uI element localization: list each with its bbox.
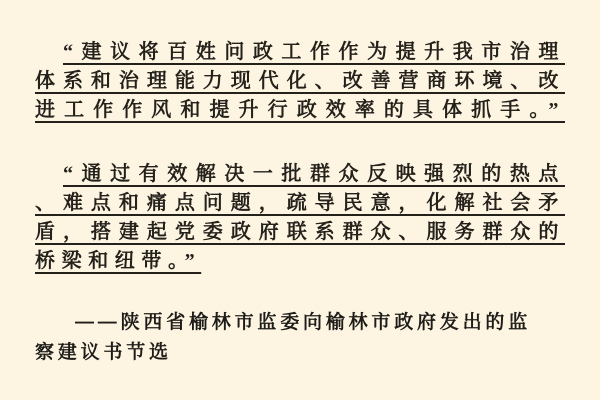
quote-line [35,38,565,67]
quote-line-text: “通过有效解决一批群众反映强烈的热点 [63,163,565,185]
quote-line-text: “建议将百姓问政工作作为提升我市治理 [63,41,565,63]
attribution-line [35,308,565,338]
quote-line [35,218,565,247]
quote-line-text: 、难点和痛点问题，疏导民意，化解社会矛 [35,192,565,214]
quote-line [35,247,565,276]
attribution-line [35,338,565,368]
quote-line [35,96,565,125]
attribution-line-text: 察建议书节选 [35,342,172,363]
quote-line [35,67,565,96]
attribution [35,308,565,368]
quote-line [35,189,565,218]
attribution-line-text: ——陕西省榆林市监委向榆林市政府发出的监 [75,312,532,333]
quote-line [35,160,565,189]
quote-line-text: 桥梁和纽带。” [35,250,202,272]
quote-line-text: 进工作作风和提升行政效率的具体抓手。” [35,99,565,121]
quote-line-text: 体系和治理能力现代化、改善营商环境、改 [35,70,565,92]
quote-line-text: 盾，搭建起党委政府联系群众、服务群众的 [35,221,565,243]
quote-paragraph-2 [35,160,565,276]
quote-paragraph-1 [35,38,565,125]
